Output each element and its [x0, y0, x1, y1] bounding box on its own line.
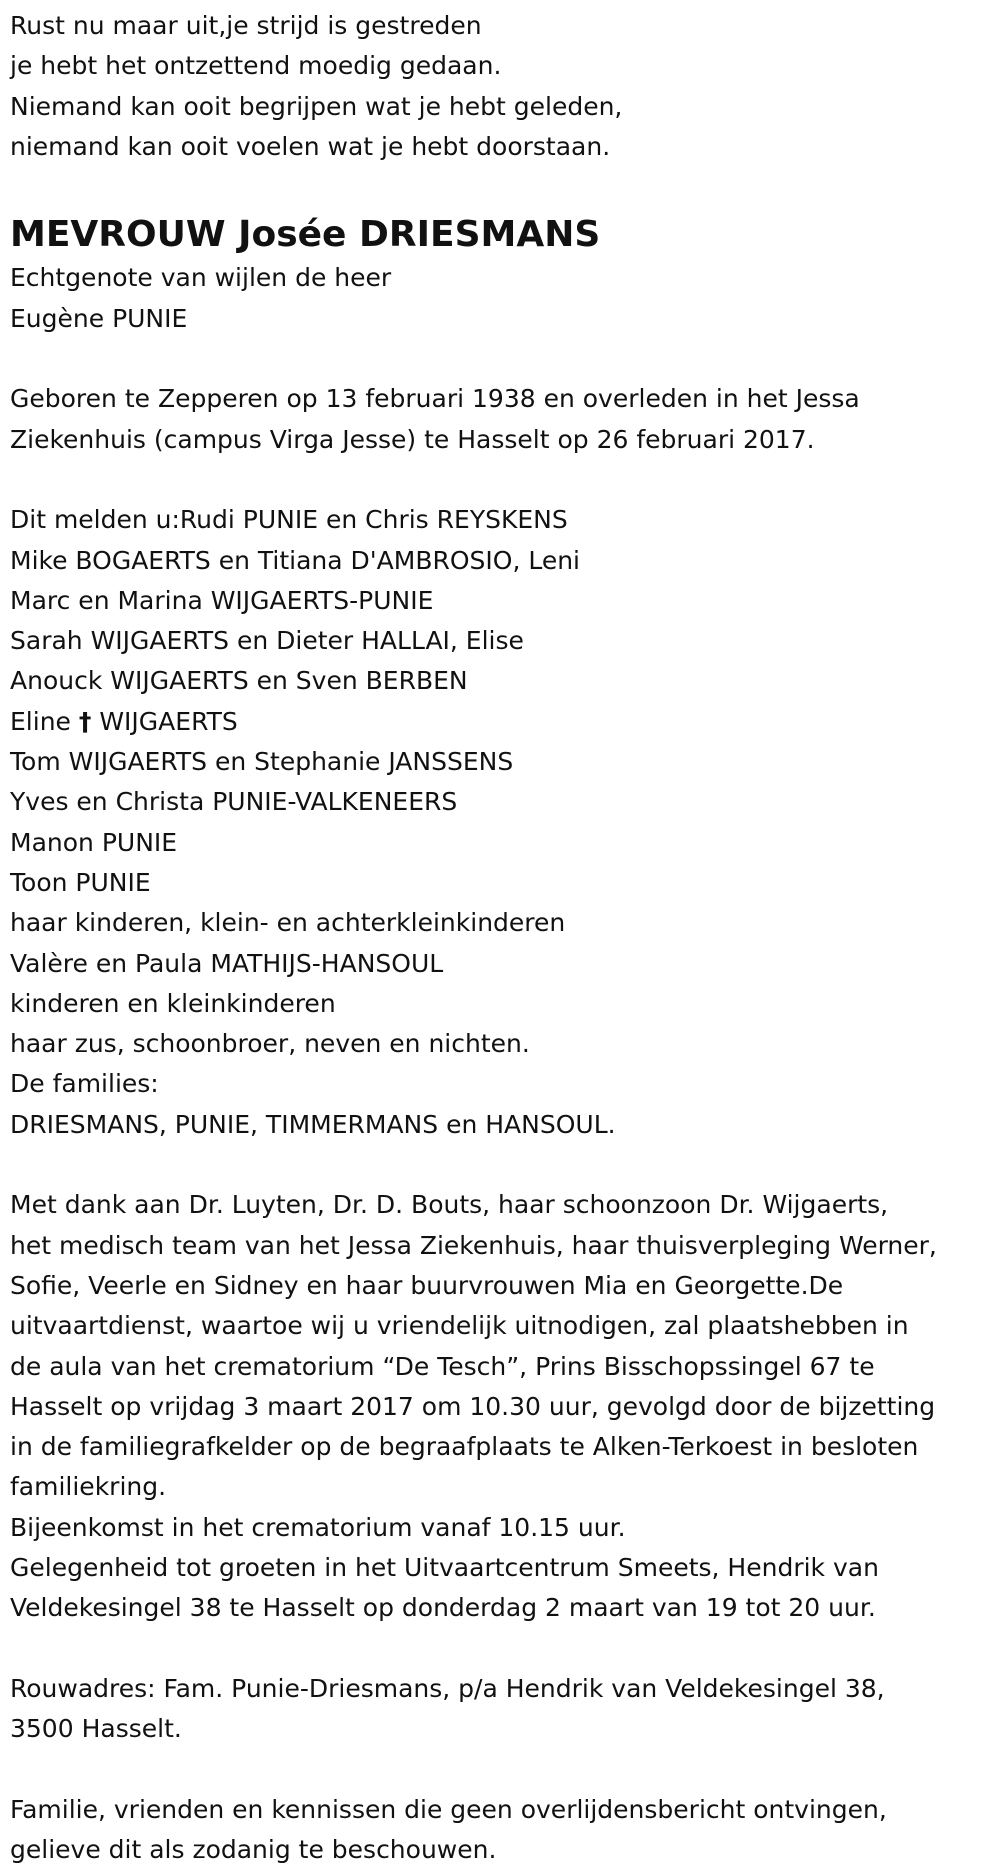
thanks-line: Veldekesingel 38 te Hasselt op donderdag 2 maart van 19 tot 20 uur. — [10, 1593, 876, 1623]
spacer — [10, 339, 995, 379]
obituary-document — [10, 6, 995, 1870]
poem-line: Niemand kan ooit begrijpen wat je hebt geleden, — [10, 91, 623, 121]
eline-last-name: WIJGAERTS — [99, 706, 238, 736]
birth-death-line: Geboren te Zepperen op 13 februari 1938 en overleden in het Jessa — [10, 384, 860, 414]
family-line-eline — [10, 702, 995, 742]
family-line: Toon PUNIE — [10, 867, 151, 897]
family-line: Marc en Marina WIJGAERTS-PUNIE — [10, 585, 434, 615]
family-line: Sarah WIJGAERTS en Dieter HALLAI, Elise — [10, 626, 524, 656]
family-line: DRIESMANS, PUNIE, TIMMERMANS en HANSOUL. — [10, 1109, 616, 1139]
address-line: 3500 Hasselt. — [10, 1714, 182, 1744]
thanks-line: familiekring. — [10, 1472, 167, 1502]
closing-line: Familie, vrienden en kennissen die geen overlijdensbericht ontvingen, — [10, 1794, 887, 1824]
eline-first-name: Eline — [10, 706, 71, 736]
family-line: Valère en Paula MATHIJS-HANSOUL — [10, 948, 444, 978]
birth-death-line: Ziekenhuis (campus Virga Jesse) te Hasselt op 26 februari 2017. — [10, 424, 815, 454]
family-line: De families: — [10, 1069, 159, 1099]
birth-death-info — [10, 379, 995, 460]
thanks-line: Bijeenkomst in het crematorium vanaf 10.15 uur. — [10, 1512, 626, 1542]
poem-line: Rust nu maar uit,je strijd is gestreden — [10, 11, 482, 40]
mourning-address — [10, 1669, 995, 1750]
thanks-line: de aula van het crematorium “De Tesch”, Prins Bisschopssingel 67 te — [10, 1351, 875, 1381]
family-line: Tom WIJGAERTS en Stephanie JANSSENS — [10, 747, 514, 777]
spouse-line: Eugène PUNIE — [10, 303, 188, 333]
closing-line: gelieve dit als zodanig te beschouwen. — [10, 1835, 497, 1865]
family-line: Mike BOGAERTS en Titiana D'AMBROSIO, Leni — [10, 545, 580, 575]
thanks-line: Sofie, Veerle en Sidney en haar buurvrouwen Mia en Georgette.De — [10, 1270, 844, 1300]
thanks-line: Hasselt op vrijdag 3 maart 2017 om 10.30 uur, gevolgd door de bijzetting — [10, 1391, 936, 1421]
thanks-and-ceremony — [10, 1185, 995, 1628]
spouse-info — [10, 258, 995, 339]
spacer — [10, 1145, 995, 1185]
family-line: Manon PUNIE — [10, 827, 178, 857]
poem-line: niemand kan ooit voelen wat je hebt doorstaan. — [10, 131, 611, 161]
thanks-line: Gelegenheid tot groeten in het Uitvaartcentrum Smeets, Hendrik van — [10, 1552, 879, 1582]
poem-line: je hebt het ontzettend moedig gedaan. — [10, 51, 502, 81]
family-list — [10, 500, 995, 1145]
spacer — [10, 1629, 995, 1669]
family-line: kinderen en kleinkinderen — [10, 988, 336, 1018]
poem — [10, 6, 995, 167]
address-line: Rouwadres: Fam. Punie-Driesmans, p/a Hendrik van Veldekesingel 38, — [10, 1673, 885, 1703]
thanks-line: Met dank aan Dr. Luyten, Dr. D. Bouts, haar schoonzoon Dr. Wijgaerts, — [10, 1190, 889, 1220]
spouse-line: Echtgenote van wijlen de heer — [10, 263, 392, 293]
thanks-line: in de familiegrafkelder op de begraafplaats te Alken-Terkoest in besloten — [10, 1432, 919, 1462]
spacer — [10, 167, 995, 207]
spacer — [10, 1749, 995, 1789]
family-line: haar kinderen, klein- en achterkleinkinderen — [10, 908, 566, 938]
deceased-name-title: MEVROUW Josée DRIESMANS — [10, 214, 601, 256]
closing-note — [10, 1790, 995, 1870]
spacer — [10, 460, 995, 500]
thanks-line: uitvaartdienst, waartoe wij u vriendelijk uitnodigen, zal plaatshebben in — [10, 1311, 909, 1341]
thanks-line: het medisch team van het Jessa Ziekenhuis, haar thuisverpleging Werner, — [10, 1230, 937, 1260]
cross-icon: † — [78, 706, 92, 736]
family-line: Anouck WIJGAERTS en Sven BERBEN — [10, 666, 468, 696]
family-line: Yves en Christa PUNIE-VALKENEERS — [10, 787, 458, 817]
family-line: haar zus, schoonbroer, neven en nichten. — [10, 1029, 530, 1059]
family-line: Dit melden u:Rudi PUNIE en Chris REYSKENS — [10, 505, 568, 535]
